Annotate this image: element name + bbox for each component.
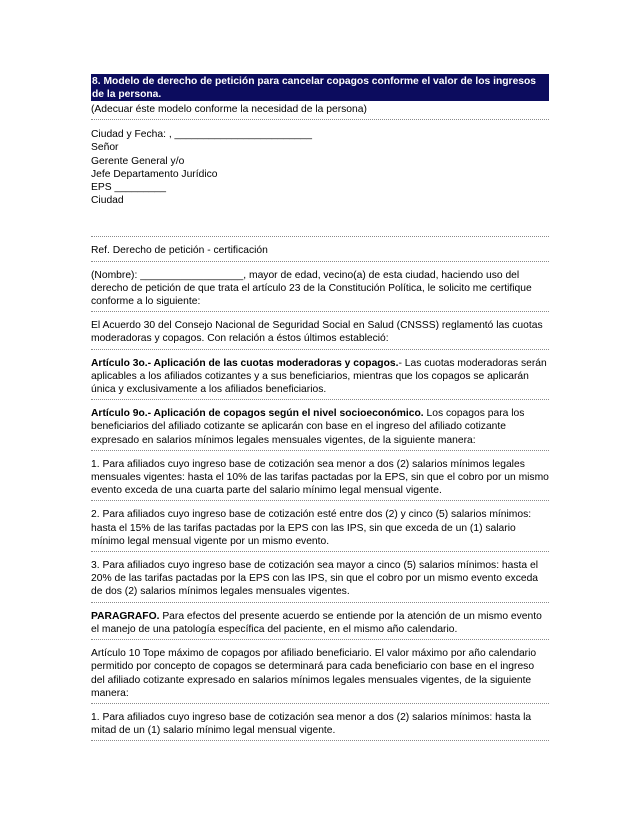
paragrafo-title: PARAGRAFO.	[91, 610, 160, 622]
article-3	[91, 356, 549, 401]
instruction-text: (Adecuar éste modelo conforme la necesidad de la persona)	[91, 103, 549, 120]
list-item: 2. Para afiliados cuyo ingreso base de cotización esté entre dos (2) y cinco (5) salarios mínimos: hasta el 15% de las tarifas pactadas por la EPS con las IPS, sin que exceda de un (1) salario mínimo legal mensual vigente por un mismo evento.	[91, 507, 549, 552]
list-item: 1. Para afiliados cuyo ingreso base de cotización sea menor a dos (2) salarios mínimos: hasta la mitad de un (1) salario mínimo legal mensual vigente.	[91, 710, 549, 741]
article-3-title: Artículo 3o.- Aplicación de las cuotas moderadoras y copagos.	[91, 357, 399, 369]
list-item: 3. Para afiliados cuyo ingreso base de cotización sea mayor a cinco (5) salarios mínimos: hasta el 20% de las tarifas pactadas por la EPS con las IPS, sin que el cobro por un mismo evento exceda de dos (2) salarios mínimos legales mensuales vigentes.	[91, 558, 549, 603]
paragraph-paragrafo	[91, 609, 549, 640]
reference-line: Ref. Derecho de petición - certificación	[91, 243, 549, 261]
paragrafo-body: Para efectos del presente acuerdo se entiende por la atención de un mismo evento el manejo de una patología específica del paciente, en el mismo año calendario.	[91, 610, 542, 635]
article-10: Artículo 10 Tope máximo de copagos por afiliado beneficiario. El valor máximo por año calendario permitido por concepto de copagos se determinará para cada beneficiario con base en el ingreso del afiliado cotizante expresado en salarios mínimos legales mensuales vigentes, de la siguiente manera:	[91, 646, 549, 704]
list-item: 1. Para afiliados cuyo ingreso base de cotización sea menor a dos (2) salarios mínimos legales mensuales vigentes: hasta el 10% de las tarifas pactadas por la EPS, sin que el cobro por un mismo evento exceda de una cuarta parte del salario mínimo legal mensual vigente.	[91, 457, 549, 502]
article-9-body: Los copagos para los beneficiarios del afiliado cotizante se aplicarán con base en el ingreso del afiliado cotizante expresado en salarios mínimos legales mensuales vigentes, de la siguiente manera:	[91, 408, 525, 446]
eps-line: EPS _________	[91, 182, 167, 194]
salutation-line: Señor	[91, 142, 119, 154]
document-page	[91, 74, 549, 747]
city-date-line: Ciudad y Fecha: , ________________________	[91, 129, 313, 141]
paragraph-nombre: (Nombre): __________________, mayor de edad, vecino(a) de esta ciudad, haciendo uso del derecho de petición de que trata el artículo 23 de la Constitución Política, le solicito me certifique conforme a lo siguiente:	[91, 268, 549, 313]
article-3-body: - Las cuotas moderadoras serán aplicables a los afiliados cotizantes y a sus beneficiarios, mientras que los copagos se aplicarán única y exclusivamente a los afiliados beneficiarios.	[91, 357, 547, 396]
address-block	[91, 126, 549, 237]
paragraph-acuerdo: El Acuerdo 30 del Consejo Nacional de Seguridad Social en Salud (CNSSS) reglamentó las cuotas moderadoras y copagos. Con relación a éstos últimos estableció:	[91, 318, 549, 349]
recipient-line-1: Gerente General y/o	[91, 155, 185, 167]
article-9	[91, 406, 549, 451]
article-9-title: Artículo 9o.- Aplicación de copagos según el nivel socioeconómico.	[91, 408, 424, 420]
section-heading: 8. Modelo de derecho de petición para cancelar copagos conforme el valor de los ingresos de la persona.	[91, 74, 549, 101]
recipient-line-2: Jefe Departamento Jurídico	[91, 168, 218, 180]
city-line: Ciudad	[91, 195, 124, 207]
